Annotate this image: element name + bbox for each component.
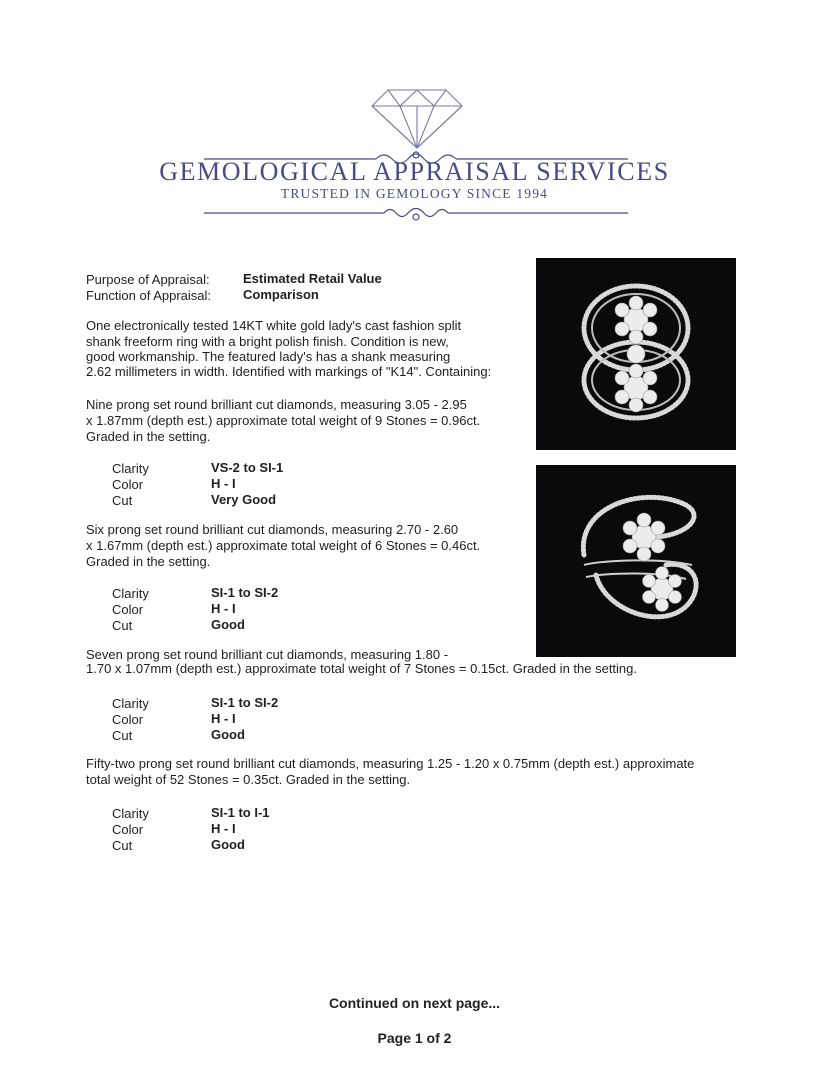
stone-group-4-line: total weight of 52 Stones = 0.35ct. Graded in the setting. bbox=[86, 772, 411, 787]
grade-value-cut: Good bbox=[211, 727, 245, 742]
stone-group-1-line: Nine prong set round brilliant cut diamonds, measuring 3.05 - 2.95 bbox=[86, 397, 467, 412]
stone-group-2-line: x 1.67mm (depth est.) approximate total weight of 6 Stones = 0.46ct. bbox=[86, 538, 481, 553]
diamond-icon bbox=[370, 88, 464, 150]
ring-front-illustration bbox=[536, 258, 736, 450]
grade-label-clarity: Clarity bbox=[112, 586, 149, 601]
stone-group-4-line: Fifty-two prong set round brilliant cut diamonds, measuring 1.25 - 1.20 x 0.75mm (depth est.) approximate bbox=[86, 756, 695, 771]
company-name: GEMOLOGICAL APPRAISAL SERVICES bbox=[159, 157, 670, 186]
grade-value-color: H - I bbox=[211, 711, 236, 726]
ring-photo-angle bbox=[536, 465, 736, 657]
description-line: shank freeform ring with a bright polish finish. Condition is new, bbox=[86, 334, 449, 349]
description-line: good workmanship. The featured lady's has a shank measuring bbox=[86, 349, 451, 364]
stone-group-3-line: 1.70 x 1.07mm (depth est.) approximate total weight of 7 Stones = 0.15ct. Graded in the setting. bbox=[86, 661, 638, 676]
description-line: 2.62 millimeters in width. Identified with markings of "K14". Containing: bbox=[86, 364, 492, 379]
stone-group-2-line: Six prong set round brilliant cut diamonds, measuring 2.70 - 2.60 bbox=[86, 522, 459, 537]
ring-angle-illustration bbox=[536, 465, 736, 657]
grade-value-color: H - I bbox=[211, 821, 236, 836]
grade-label-color: Color bbox=[112, 602, 144, 617]
grade-value-cut: Very Good bbox=[211, 492, 277, 507]
grade-label-color: Color bbox=[112, 712, 144, 727]
grade-label-clarity: Clarity bbox=[112, 461, 149, 476]
ornamental-divider-bottom bbox=[204, 203, 628, 223]
function-label: Function of Appraisal: bbox=[86, 288, 212, 303]
grade-label-color: Color bbox=[112, 822, 144, 837]
stone-group-1-line: x 1.87mm (depth est.) approximate total weight of 9 Stones = 0.96ct. bbox=[86, 413, 481, 428]
grade-value-clarity: SI-1 to SI-2 bbox=[211, 585, 279, 600]
purpose-label: Purpose of Appraisal: bbox=[86, 272, 210, 287]
stone-group-3-line: Seven prong set round brilliant cut diamonds, measuring 1.80 - bbox=[86, 647, 449, 662]
grade-label-cut: Cut bbox=[112, 838, 133, 853]
grade-value-clarity: VS-2 to SI-1 bbox=[211, 460, 284, 475]
continued-notice: Continued on next page... bbox=[328, 995, 501, 1011]
description-line: One electronically tested 14KT white gold lady's cast fashion split bbox=[86, 318, 462, 333]
grade-value-clarity: SI-1 to SI-2 bbox=[211, 695, 279, 710]
grade-label-clarity: Clarity bbox=[112, 696, 149, 711]
company-tagline: TRUSTED IN GEMOLOGY SINCE 1994 bbox=[280, 186, 549, 201]
grade-label-clarity: Clarity bbox=[112, 806, 149, 821]
grade-value-color: H - I bbox=[211, 476, 236, 491]
stone-group-2-line: Graded in the setting. bbox=[86, 554, 211, 569]
grade-label-cut: Cut bbox=[112, 493, 133, 508]
grade-value-cut: Good bbox=[211, 837, 245, 852]
grade-value-cut: Good bbox=[211, 617, 245, 632]
grade-label-cut: Cut bbox=[112, 618, 133, 633]
function-value: Comparison bbox=[243, 287, 319, 302]
ring-photo-front bbox=[536, 258, 736, 450]
grade-label-cut: Cut bbox=[112, 728, 133, 743]
grade-value-color: H - I bbox=[211, 601, 236, 616]
page-number: Page 1 of 2 bbox=[377, 1030, 452, 1046]
grade-label-color: Color bbox=[112, 477, 144, 492]
purpose-value: Estimated Retail Value bbox=[243, 271, 382, 286]
stone-group-1-line: Graded in the setting. bbox=[86, 429, 211, 444]
grade-value-clarity: SI-1 to I-1 bbox=[211, 805, 270, 820]
